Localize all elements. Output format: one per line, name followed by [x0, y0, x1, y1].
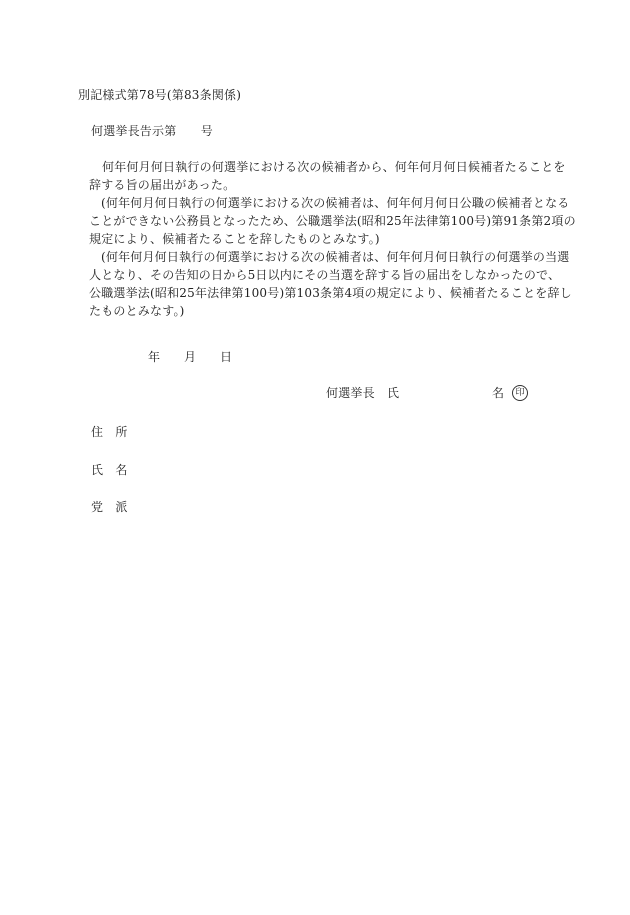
form-id: 別記様式第78号(第83条関係) — [78, 88, 242, 102]
note2-line: (何年何月何日執行の何選挙における次の候補者は、何年何月何日執行の何選挙の当選 — [101, 250, 570, 264]
date-day: 日 — [220, 350, 233, 364]
note1-line: (何年何月何日執行の何選挙における次の候補者は、何年何月何日公職の候補者となる — [101, 196, 570, 210]
note2-line: たものとみなす。) — [89, 304, 185, 318]
notice-number: 何選挙長告示第 号 — [91, 124, 214, 138]
note2-line: 公職選挙法(昭和25年法律第100号)第103条第4項の規定により、候補者たることを辞し — [89, 286, 572, 300]
signature-office: 何選挙長 氏 — [326, 386, 400, 400]
main-text-line: 辞する旨の届出があった。 — [89, 178, 236, 192]
date-month: 月 — [184, 350, 197, 364]
field-address: 住 所 — [91, 425, 128, 439]
seal-mark: 印 — [512, 385, 528, 401]
field-name: 氏 名 — [91, 463, 128, 477]
signature-name-suffix: 名 — [492, 386, 505, 400]
date-year: 年 — [148, 350, 161, 364]
main-text-line: 何年何月何日執行の何選挙における次の候補者から、何年何月何日候補者たることを — [102, 160, 566, 174]
note1-line: 規定により、候補者たることを辞したものとみなす。) — [89, 232, 380, 246]
note1-line: ことができない公務員となったため、公職選挙法(昭和25年法律第100号)第91条第2項の — [89, 214, 576, 228]
field-party: 党 派 — [91, 500, 128, 514]
note2-line: 人となり、その告知の日から5日以内にその当選を辞する旨の届出をしなかったので、 — [89, 268, 561, 282]
